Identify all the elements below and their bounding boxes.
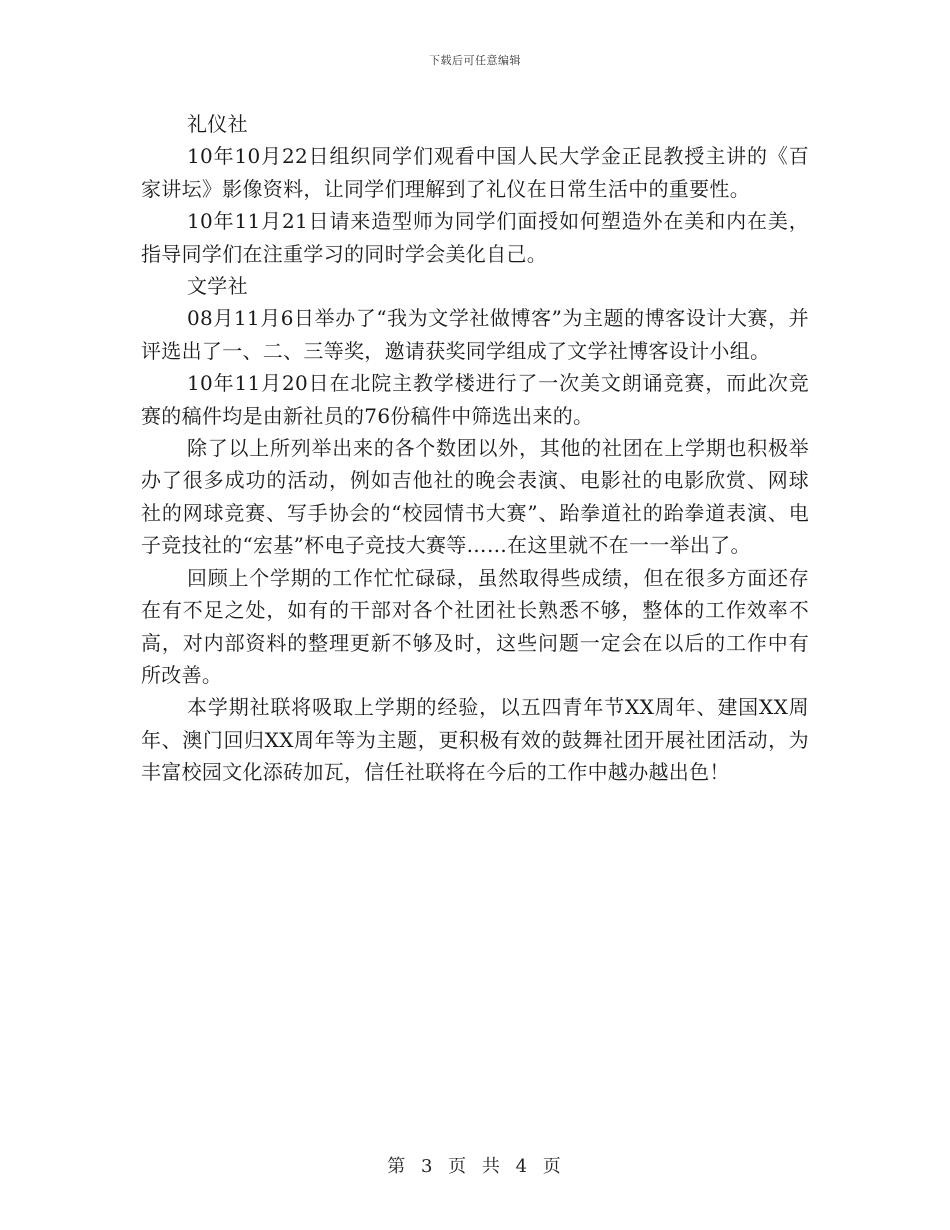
paragraph: 10年10月22日组织同学们观看中国人民大学金正昆教授主讲的《百家讲坛》影像资料，让同学们理解到了礼仪在日常生活中的重要性。 — [141, 144, 809, 201]
section-heading-etiquette-club: 礼仪社 — [187, 112, 248, 136]
section-heading-literature-club: 文学社 — [187, 274, 248, 299]
paragraph: 回顾上个学期的工作忙忙碌碌，虽然取得些成绩，但在很多方面还存在有不足之处，如有的干部对各个社团社长熟悉不够，整体的工作效率不高，对内部资料的整理更新不够及时，这些问题一定会在以后的工作中有所改善。 — [141, 565, 809, 687]
page-number-footer: 第 3 页 共 4 页 — [387, 1156, 563, 1177]
page-header: 下载后可任意编辑 — [429, 54, 521, 67]
paragraph: 除了以上所列举出来的各个数团以外，其他的社团在上学期也积极举办了很多成功的活动，例如吉他社的晚会表演、电影社的电影欣赏、网球社的网球竞赛、写手协会的“校园情书大赛”、跆拳道社的跆拳道表演、电子竞技社的“宏基”杯电子竞技大赛等……在这里就不在一一举出了。 — [141, 436, 809, 558]
document-body — [141, 108, 809, 789]
paragraph: 10年11月20日在北院主教学楼进行了一次美文朗诵竞赛，而此次竞赛的稿件均是由新社员的76份稿件中筛选出来的。 — [141, 371, 809, 428]
paragraph: 本学期社联将吸取上学期的经验，以五四青年节XX周年、建国XX周年、澳门回归XX周年等为主题，更积极有效的鼓舞社团开展社团活动，为丰富校园文化添砖加瓦，信任社联将在今后的工作中越办越出色！ — [141, 695, 809, 785]
paragraph: 08月11月6日举办了“我为文学社做博客”为主题的博客设计大赛，并评选出了一、二、三等奖，邀请获奖同学组成了文学社博客设计小组。 — [141, 306, 809, 363]
paragraph: 10年11月21日请来造型师为同学们面授如何塑造外在美和内在美，指导同学们在注重学习的同时学会美化自己。 — [141, 209, 809, 266]
